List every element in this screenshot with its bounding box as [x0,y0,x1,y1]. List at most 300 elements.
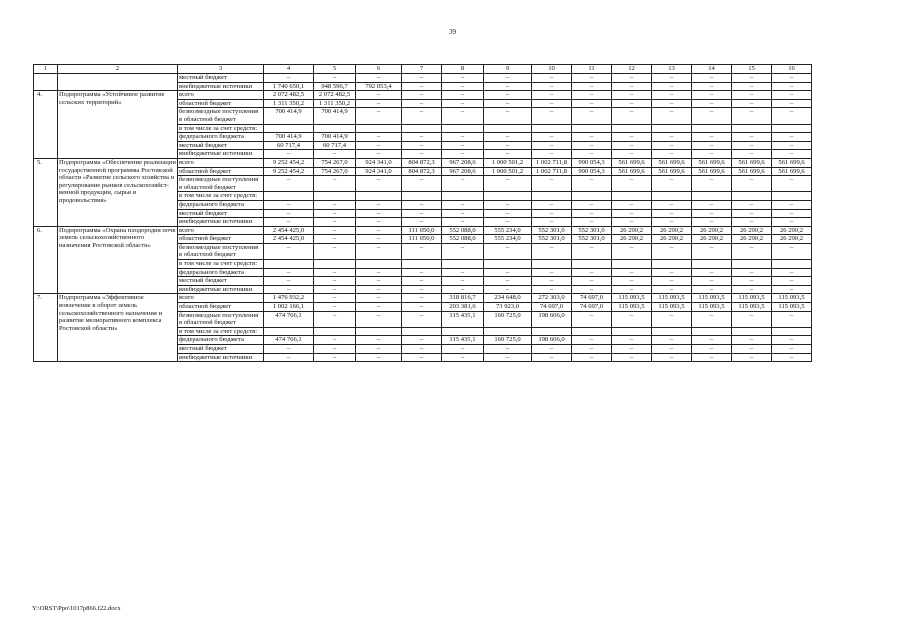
column-number-cell: 10 [532,65,572,74]
amount-cell: 561 699,6 [692,158,732,167]
amount-cell: – [692,141,732,150]
amount-cell: – [612,311,652,327]
amount-cell: – [612,268,652,277]
amount-cell: – [732,345,772,354]
amount-cell: – [572,285,612,294]
amount-cell: – [772,345,812,354]
table-row [34,294,812,303]
amount-cell: 754 267,0 [314,158,356,167]
amount-cell: – [532,285,572,294]
amount-cell: – [572,336,612,345]
amount-cell: – [356,353,402,362]
table-row [34,158,812,167]
amount-cell: – [732,218,772,227]
amount-cell: – [402,141,442,150]
amount-cell: – [772,209,812,218]
amount-cell: 561 699,6 [772,167,812,176]
amount-cell: – [732,99,772,108]
amount-cell: – [612,243,652,259]
amount-cell: 924 341,0 [356,158,402,167]
amount-cell: – [692,82,732,91]
amount-cell: – [652,200,692,209]
funding-source-label: областной бюджет [178,167,264,176]
amount-cell: – [692,243,732,259]
amount-cell: 160 725,0 [484,311,532,327]
amount-cell: – [652,141,692,150]
funding-source-label: областной бюджет [178,99,264,108]
amount-cell: – [612,285,652,294]
amount-cell: 555 234,0 [484,226,532,235]
amount-cell: – [612,150,652,159]
amount-cell [356,192,402,201]
amount-cell [484,260,532,269]
amount-cell: – [402,345,442,354]
amount-cell: – [484,133,532,142]
amount-cell [692,192,732,201]
amount-cell [314,124,356,133]
funding-source-label: безвозмездные поступления в областной бюджет [178,311,264,327]
funding-source-label: в том числе за счет средств: [178,327,264,336]
amount-cell: – [532,200,572,209]
amount-cell: 552 301,0 [572,235,612,244]
amount-cell: – [442,345,484,354]
amount-cell: – [264,218,314,227]
amount-cell: 1 002 166,1 [264,303,314,312]
amount-cell: 561 699,6 [612,167,652,176]
amount-cell: – [402,294,442,303]
amount-cell: 9 252 454,2 [264,167,314,176]
amount-cell: – [484,74,532,83]
amount-cell: – [612,82,652,91]
amount-cell: – [612,336,652,345]
amount-cell: – [692,99,732,108]
amount-cell [692,327,732,336]
amount-cell: – [532,141,572,150]
amount-cell: 792 053,4 [356,82,402,91]
amount-cell: – [532,82,572,91]
amount-cell: 26 290,2 [772,226,812,235]
amount-cell: – [652,268,692,277]
amount-cell: 804 872,3 [402,158,442,167]
amount-cell [532,124,572,133]
amount-cell: – [572,141,612,150]
amount-cell: 60 717,4 [314,141,356,150]
amount-cell: 74 697,0 [572,303,612,312]
amount-cell [652,327,692,336]
amount-cell [314,192,356,201]
amount-cell: 1 000 501,2 [484,167,532,176]
amount-cell: – [652,209,692,218]
table-row [34,74,812,83]
amount-cell: 2 072 482,5 [264,91,314,100]
amount-cell: – [732,268,772,277]
amount-cell: – [402,311,442,327]
column-number-cell: 9 [484,65,532,74]
amount-cell: – [264,200,314,209]
amount-cell [652,124,692,133]
amount-cell: – [442,209,484,218]
amount-cell: – [264,353,314,362]
amount-cell: – [692,311,732,327]
amount-cell: 234 648,0 [484,294,532,303]
amount-cell: – [442,99,484,108]
amount-cell [314,260,356,269]
funding-source-label: всего [178,91,264,100]
amount-cell: – [264,176,314,192]
amount-cell: – [612,176,652,192]
amount-cell: – [314,268,356,277]
amount-cell: – [356,235,402,244]
amount-cell: 115 093,5 [612,294,652,303]
column-number-cell: 14 [692,65,732,74]
amount-cell [402,260,442,269]
amount-cell: – [612,74,652,83]
amount-cell: 1 311 350,2 [264,99,314,108]
amount-cell: – [402,133,442,142]
amount-cell: – [692,285,732,294]
amount-cell: 203 381,6 [442,303,484,312]
amount-cell: – [652,243,692,259]
amount-cell: – [442,74,484,83]
amount-cell: – [732,277,772,286]
subprogram-name: Подпрограмма «Охрана плодородия почв земель сельскохозяйственного назначения Ростовской области» [58,226,178,294]
amount-cell: – [772,82,812,91]
amount-cell: 115 093,5 [652,303,692,312]
amount-cell: 26 290,2 [612,235,652,244]
amount-cell: – [314,285,356,294]
amount-cell: – [652,82,692,91]
amount-cell [442,192,484,201]
amount-cell: – [356,108,402,124]
amount-cell [572,260,612,269]
amount-cell: – [442,285,484,294]
amount-cell: 990 054,3 [572,167,612,176]
table-body [34,65,812,362]
amount-cell: – [264,243,314,259]
amount-cell: – [652,345,692,354]
column-number-cell: 2 [58,65,178,74]
subprogram-number: 5. [34,158,58,226]
amount-cell [402,327,442,336]
subprogram-number [34,74,58,91]
amount-cell: – [356,150,402,159]
amount-cell: – [732,108,772,124]
amount-cell [772,327,812,336]
amount-cell: – [652,353,692,362]
amount-cell [692,260,732,269]
amount-cell: 561 699,6 [732,158,772,167]
amount-cell: 198 606,0 [532,311,572,327]
column-number-cell: 11 [572,65,612,74]
amount-cell: – [772,74,812,83]
amount-cell: – [402,150,442,159]
amount-cell: 990 054,3 [572,158,612,167]
amount-cell: – [402,108,442,124]
amount-cell: 967 208,6 [442,167,484,176]
amount-cell: – [484,99,532,108]
amount-cell [532,260,572,269]
amount-cell: – [652,336,692,345]
amount-cell: – [532,91,572,100]
column-number-cell: 15 [732,65,772,74]
amount-cell [572,327,612,336]
funding-source-label: всего [178,226,264,235]
amount-cell: 1 311 350,2 [314,99,356,108]
amount-cell [772,260,812,269]
amount-cell: 754 267,0 [314,167,356,176]
amount-cell: – [652,218,692,227]
amount-cell: 552 301,0 [532,226,572,235]
amount-cell: – [572,218,612,227]
amount-cell: – [314,209,356,218]
amount-cell: 26 290,2 [612,226,652,235]
amount-cell: – [484,209,532,218]
amount-cell: 561 699,6 [692,167,732,176]
amount-cell: – [484,141,532,150]
amount-cell: 1 000 501,2 [484,158,532,167]
column-number-cell: 5 [314,65,356,74]
column-number-cell: 16 [772,65,812,74]
amount-cell: – [572,150,612,159]
funding-source-label: всего [178,294,264,303]
amount-cell: 115 093,5 [692,294,732,303]
amount-cell: 9 252 454,2 [264,158,314,167]
amount-cell [402,124,442,133]
amount-cell: – [356,218,402,227]
amount-cell: – [612,141,652,150]
amount-cell: – [772,141,812,150]
amount-cell: 111 050,0 [402,226,442,235]
amount-cell: – [732,91,772,100]
amount-cell: – [442,150,484,159]
amount-cell [532,327,572,336]
funding-source-label: в том числе за счет средств: [178,124,264,133]
amount-cell: 1 476 932,2 [264,294,314,303]
amount-cell: – [772,285,812,294]
funding-source-label: всего [178,158,264,167]
amount-cell: – [314,218,356,227]
subprogram-name: Подпрограмма «Устойчивое развитие сельских территорий» [58,91,178,159]
column-number-cell: 7 [402,65,442,74]
amount-cell: – [356,141,402,150]
amount-cell: – [314,336,356,345]
amount-cell: – [402,82,442,91]
amount-cell: 967 208,6 [442,158,484,167]
funding-source-label: внебюджетные источники [178,285,264,294]
amount-cell: – [732,353,772,362]
amount-cell: – [484,82,532,91]
amount-cell: – [572,311,612,327]
subprogram-name: Подпрограмма «Обеспечение реализации государственной программы Ростовской области «Развитие сельского хозяйства и регулирование рынков сельскохозяйст-венной продукции, сырья и продовольствия» [58,158,178,226]
amount-cell: 561 699,6 [772,158,812,167]
amount-cell: – [402,353,442,362]
amount-cell: – [572,91,612,100]
amount-cell [612,192,652,201]
amount-cell: – [484,200,532,209]
amount-cell: – [572,353,612,362]
amount-cell [314,327,356,336]
amount-cell: – [732,82,772,91]
amount-cell: – [356,99,402,108]
amount-cell: 198 606,0 [532,336,572,345]
amount-cell: – [572,277,612,286]
amount-cell: – [772,353,812,362]
amount-cell: – [314,200,356,209]
amount-cell [442,260,484,269]
funding-source-label: внебюджетные источники [178,82,264,91]
amount-cell: 73 923,0 [484,303,532,312]
amount-cell: 60 717,4 [264,141,314,150]
amount-cell: – [692,336,732,345]
amount-cell: – [532,209,572,218]
amount-cell: – [314,74,356,83]
funding-source-label: безвозмездные поступления в областной бюджет [178,108,264,124]
amount-cell: – [532,277,572,286]
amount-cell: 26 290,2 [732,235,772,244]
amount-cell: – [732,243,772,259]
amount-cell: 26 290,2 [732,226,772,235]
subprogram-number: 7. [34,294,58,362]
amount-cell: 115 093,5 [692,303,732,312]
amount-cell: 700 414,9 [314,108,356,124]
amount-cell [264,124,314,133]
amount-cell: – [572,176,612,192]
amount-cell: 552 088,0 [442,235,484,244]
amount-cell: – [314,311,356,327]
amount-cell: 74 697,0 [572,294,612,303]
amount-cell: – [772,311,812,327]
amount-cell: – [402,303,442,312]
amount-cell: – [652,133,692,142]
amount-cell: – [402,209,442,218]
amount-cell: 115 093,5 [732,294,772,303]
amount-cell: – [356,294,402,303]
amount-cell [652,260,692,269]
amount-cell: – [772,108,812,124]
amount-cell: – [572,74,612,83]
subprogram-number: 6. [34,226,58,294]
amount-cell: – [264,285,314,294]
amount-cell: – [652,150,692,159]
amount-cell [484,192,532,201]
amount-cell: – [442,277,484,286]
funding-source-label: местный бюджет [178,74,264,83]
amount-cell: – [572,243,612,259]
amount-cell: – [652,108,692,124]
amount-cell: 561 699,6 [652,158,692,167]
amount-cell: – [572,345,612,354]
amount-cell: – [484,176,532,192]
amount-cell: – [612,200,652,209]
amount-cell: – [692,277,732,286]
amount-cell: 26 290,2 [692,235,732,244]
file-path-footer: Y:\ORST\Ppo\1017p866.f22.docx [32,605,121,612]
amount-cell: – [314,303,356,312]
amount-cell: – [652,74,692,83]
amount-cell: – [442,243,484,259]
funding-source-label: в том числе за счет средств: [178,192,264,201]
amount-cell: – [356,303,402,312]
amount-cell: – [732,74,772,83]
amount-cell: 26 290,2 [652,235,692,244]
amount-cell: – [692,108,732,124]
amount-cell: – [484,91,532,100]
amount-cell: – [402,336,442,345]
subprogram-number: 4. [34,91,58,159]
amount-cell: – [264,345,314,354]
amount-cell: – [484,243,532,259]
amount-cell [732,260,772,269]
funding-source-label: федерального бюджета [178,133,264,142]
amount-cell: – [572,200,612,209]
column-number-cell: 8 [442,65,484,74]
amount-cell: 115 435,1 [442,311,484,327]
amount-cell: – [356,209,402,218]
amount-cell: 115 093,5 [612,303,652,312]
amount-cell: 552 301,0 [572,226,612,235]
funding-source-label: федерального бюджета [178,336,264,345]
amount-cell: – [772,243,812,259]
amount-cell: – [692,91,732,100]
amount-cell [356,124,402,133]
amount-cell: – [356,133,402,142]
page-number: 39 [449,28,456,36]
amount-cell: – [772,336,812,345]
amount-cell: – [772,133,812,142]
amount-cell: – [772,268,812,277]
amount-cell: – [314,294,356,303]
amount-cell [732,327,772,336]
amount-cell: – [356,243,402,259]
amount-cell: – [356,311,402,327]
amount-cell: – [612,209,652,218]
amount-cell: 115 435,1 [442,336,484,345]
amount-cell: – [264,150,314,159]
funding-source-label: местный бюджет [178,345,264,354]
table-row [34,91,812,100]
amount-cell: – [612,108,652,124]
funding-source-label: внебюджетные источники [178,150,264,159]
amount-cell: – [612,353,652,362]
amount-cell: 552 301,0 [532,235,572,244]
amount-cell: 948 596,7 [314,82,356,91]
amount-cell: – [692,209,732,218]
amount-cell [484,327,532,336]
amount-cell: – [442,133,484,142]
amount-cell: – [572,82,612,91]
amount-cell: – [314,353,356,362]
column-number-cell: 6 [356,65,402,74]
amount-cell: – [484,285,532,294]
amount-cell: 26 290,2 [692,226,732,235]
amount-cell: – [532,353,572,362]
amount-cell: – [572,268,612,277]
amount-cell: – [356,176,402,192]
amount-cell [612,260,652,269]
amount-cell: – [314,226,356,235]
amount-cell: – [732,141,772,150]
amount-cell: – [314,176,356,192]
amount-cell: – [612,99,652,108]
amount-cell: – [732,133,772,142]
amount-cell [356,327,402,336]
amount-cell: – [772,277,812,286]
amount-cell: 26 290,2 [772,235,812,244]
amount-cell: – [442,200,484,209]
amount-cell: – [572,99,612,108]
amount-cell: 115 093,5 [652,294,692,303]
amount-cell: 26 290,2 [652,226,692,235]
